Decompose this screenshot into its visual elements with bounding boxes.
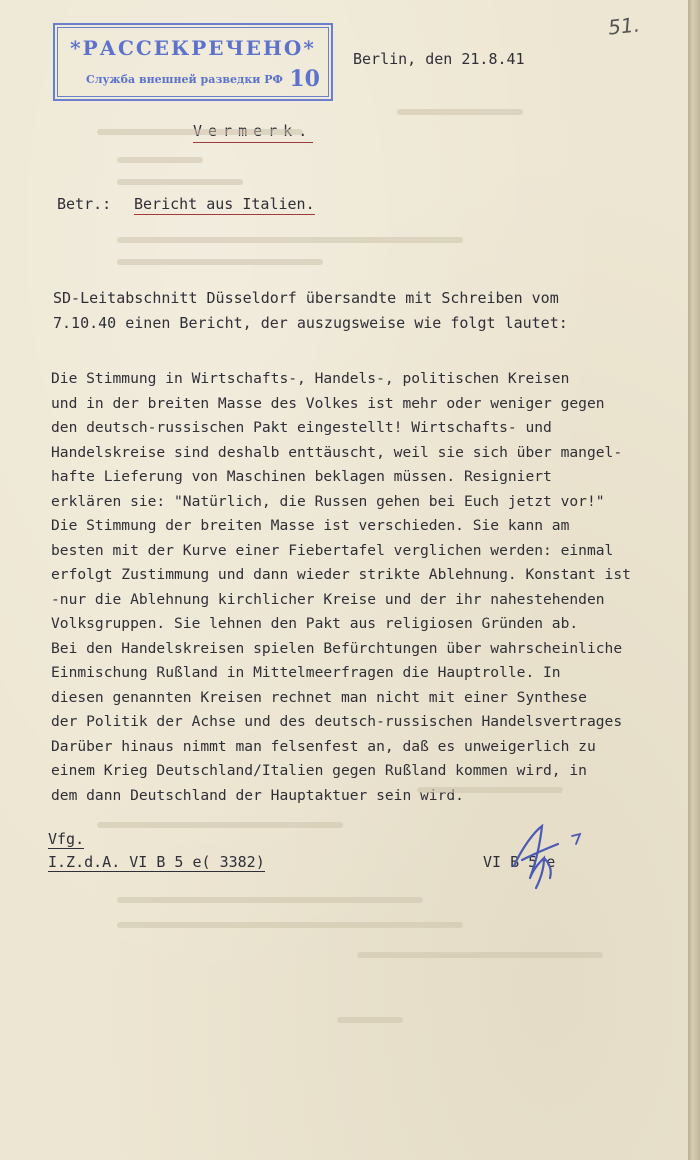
date-line: Berlin, den 21.8.41 [353,50,525,68]
paper-edge [688,0,700,1160]
report-paragraph [51,367,691,808]
folio-number: 51. [606,12,641,40]
body-line: erklären sie: "Natürlich, die Russen gehen bei Euch jetzt vor!" [51,492,605,510]
stamp-title: *РАССЕКРЕЧЕНО* [70,36,316,60]
signature-stroke [514,826,558,888]
body-line: Darüber hinaus nimmt man felsenfest an, daß es unweigerlich zu [51,737,596,755]
vfg-label: Vfg. [48,830,85,848]
stamp-inner-border [57,27,329,97]
document-heading: Vermerk. [193,122,313,143]
file-reference: I.Z.d.A. VI B 5 e( 3382) [48,853,265,871]
body-line: -nur die Ablehnung kirchlicher Kreise und der ihr nahestehenden [51,590,605,608]
department-code: VI B 5 e [483,853,556,871]
subject-text: Bericht aus Italien. [134,195,315,213]
body-line: hafte Lieferung von Maschinen beklagen müssen. Resigniert [51,468,552,485]
body-line: Volksgruppen. Sie lehnen den Pakt aus religiosen Gründen ab. [51,615,579,632]
body-line: Handelskreise sind deshalb enttäuscht, weil sie sich über mangel- [51,443,623,461]
body-line: Bei den Handelskreisen spielen Befürchtungen über wahrscheinliche [51,639,623,657]
intro-line: 7.10.40 einen Bericht, der auszugsweise wie folgt lautet: [53,314,568,332]
body-line: besten mit der Kurve einer Fiebertafel verglichen werden: einmal [51,541,614,559]
body-line: einem Krieg Deutschland/Italien gegen Rußland kommen wird, in [51,762,587,779]
intro-paragraph [53,286,653,336]
intro-line: SD-Leitabschnitt Düsseldorf übersandte mit Schreiben vom [53,289,559,307]
body-line: und in der breiten Masse des Volkes ist mehr oder weniger gegen [51,394,605,412]
stamp-subtitle: Служба внешней разведки РФ [86,73,283,86]
signature-mark [572,834,580,844]
subject-label: Betr.: [57,195,112,213]
stamp-number: 10 [289,66,320,92]
body-line: Die Stimmung der breiten Masse ist verschieden. Sie kann am [51,517,570,534]
body-line: der Politik der Achse und des deutsch-russischen Handelsvertrages [51,713,623,730]
body-line: dem dann Deutschland der Hauptaktuer sein wird. [51,786,464,804]
body-line: den deutsch-russischen Pakt eingestellt! Wirtschafts- und [51,419,552,436]
body-line: Die Stimmung in Wirtschafts-, Handels-, politischen Kreisen [51,370,570,387]
declassified-stamp [53,23,333,101]
body-line: erfolgt Zustimmung und dann wieder strikte Ablehnung. Konstant ist [51,566,631,583]
body-line: diesen genannten Kreisen rechnet man nicht mit einer Synthese [51,688,587,706]
body-line: Einmischung Rußland in Mittelmeerfragen die Hauptrolle. In [51,664,561,681]
handwritten-signature [500,818,600,898]
